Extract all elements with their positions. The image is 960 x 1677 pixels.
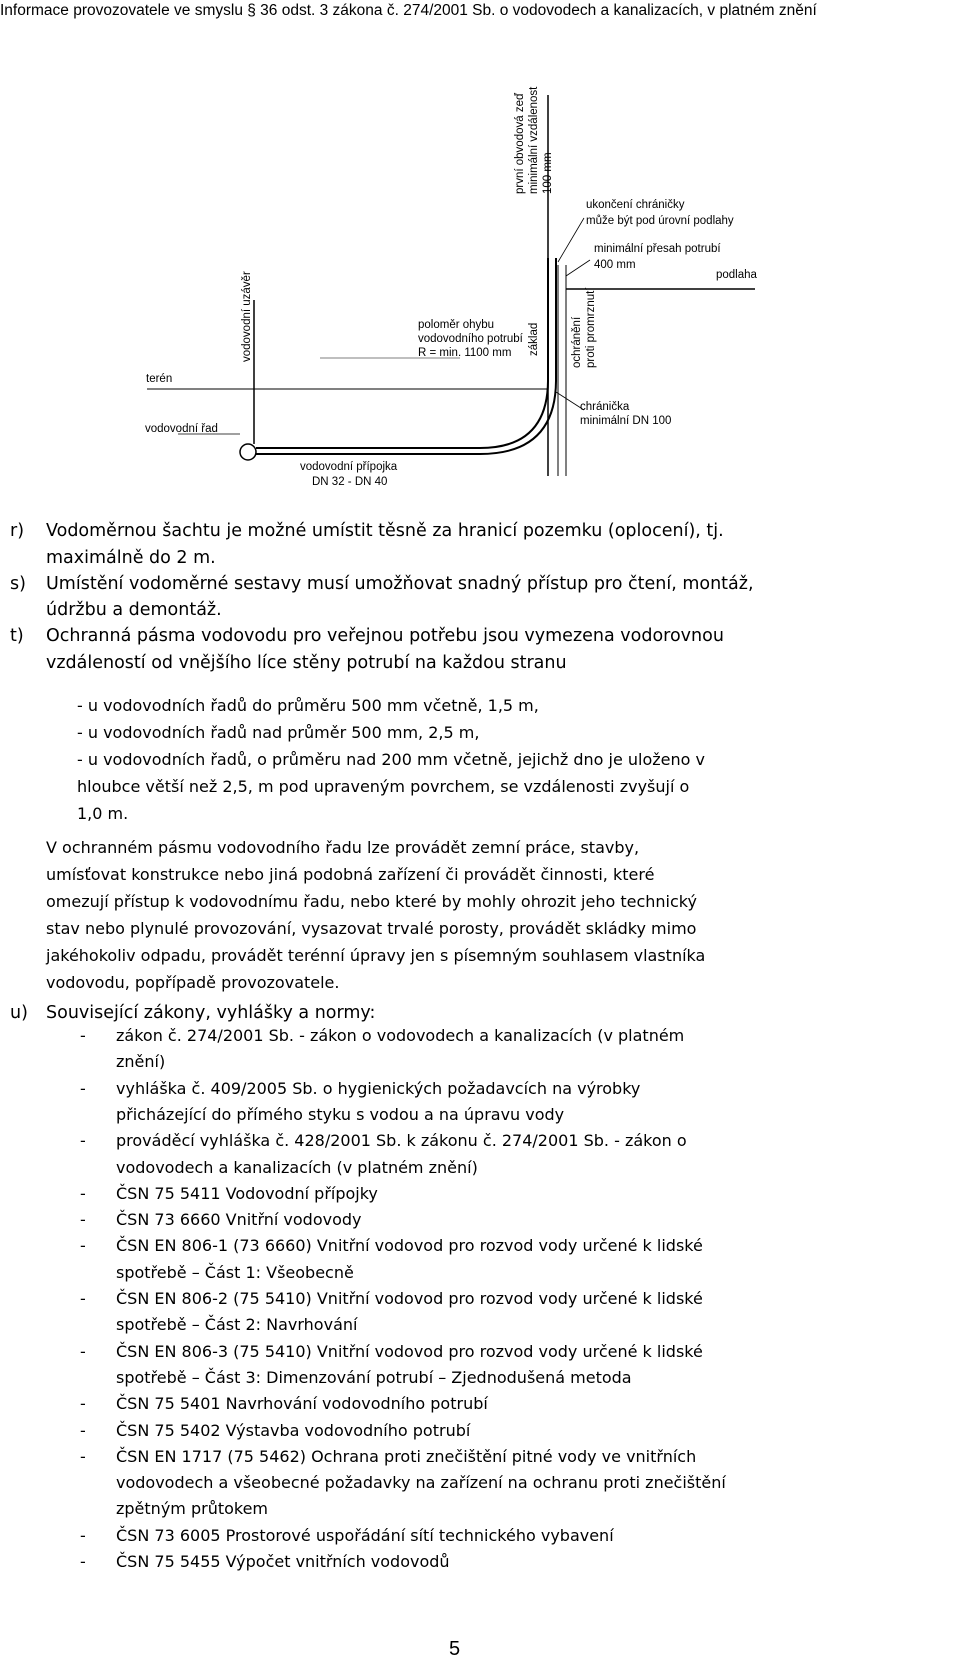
reference-item-line2: přicházející do přímého styku s vodou a na úpravu vody [116, 1104, 565, 1124]
item-r-line1: Vodoměrnou šachtu je možné umístit těsně za hranicí pozemku (oplocení), tj. [46, 521, 724, 541]
overlap-label-2: 400 mm [594, 259, 636, 271]
reference-dash: - [80, 1289, 86, 1308]
reference-item-line2: znění) [116, 1052, 166, 1072]
valve-label: vodovodní uzávěr [241, 271, 253, 362]
terrain-label: terén [146, 373, 173, 385]
reference-dash: - [80, 1236, 86, 1256]
item-t-line1: Ochranná pásma vodovodu pro veřejnou potřebu jsou vymezena vodorovnou [46, 626, 724, 646]
reference-dash: - [80, 1394, 86, 1414]
protection-para-line3: omezují přístup k vodovodnímu řadu, nebo které by mohly ohrozit jeho technický [46, 892, 697, 911]
reference-item-line1: ČSN EN 1717 (75 5462) Ochrana proti znečištění pitné vody ve vnitřních [116, 1446, 697, 1466]
min-distance-value: 100 mm [542, 152, 554, 194]
reference-item-line1: ČSN 73 6660 Vnitřní vodovody [116, 1210, 362, 1230]
reference-item-line2: spotřebě – Část 1: Všeobecně [116, 1262, 354, 1282]
item-u-mark: u) [10, 1003, 28, 1023]
sleeve-label-1: chránička [580, 401, 630, 413]
min-distance-label: minimální vzdálenost [528, 86, 540, 194]
bend-label-1: poloměr ohybu [418, 319, 495, 331]
reference-item-line1: ČSN 75 5455 Výpočet vnitřních vodovodů [116, 1552, 450, 1571]
reference-dash: - [80, 1420, 86, 1440]
reference-item-line2: vodovodech a kanalizacích (v platném znění) [116, 1157, 478, 1177]
reference-item-line1: ČSN 75 5401 Navrhování vodovodního potrubí [116, 1394, 488, 1414]
reference-item-line3: zpětným průtokem [116, 1499, 269, 1519]
reference-item-line2: vodovodech a všeobecné požadavky na zařízení na ochranu proti znečištění [116, 1473, 726, 1493]
item-t-bullet-2: - u vodovodních řadů nad průměr 500 mm, 2,5 m, [77, 723, 480, 742]
wall-label: první obvodová zeď [514, 92, 526, 194]
reference-item-line2: spotřebě – Část 3: Dimenzování potrubí – Zjednodušená metoda [116, 1367, 632, 1387]
connection-label-1: vodovodní přípojka [300, 461, 398, 473]
sleeve-end-label-2: může být pod úrovní podlahy [586, 215, 734, 227]
reference-item-line1: ČSN EN 806-3 (75 5410) Vnitřní vodovod pro rozvod vody určené k lidské [116, 1341, 703, 1361]
item-t-mark: t) [10, 626, 24, 646]
reference-dash: - [80, 1446, 86, 1466]
page-header: Informace provozovatele ve smyslu § 36 odst. 3 zákona č. 274/2001 Sb. o vodovodech a kanalizacích, v platném znění [0, 2, 817, 19]
base-label: základ [528, 322, 540, 356]
reference-item-line1: ČSN EN 806-1 (73 6660) Vnitřní vodovod pro rozvod vody určené k lidské [116, 1236, 703, 1256]
item-s-line2: údržbu a demontáž. [46, 600, 222, 620]
bend-label-3: R = min. 1100 mm [418, 347, 512, 359]
sleeve-label-2: minimální DN 100 [580, 415, 672, 427]
reference-dash: - [80, 1341, 86, 1361]
bend-label-2: vodovodního potrubí [418, 333, 523, 345]
item-u-title: Související zákony, vyhlášky a normy: [46, 1003, 376, 1023]
reference-dash: - [80, 1210, 86, 1230]
page-number: 5 [449, 1638, 461, 1660]
protection-label-2: proti promrznutí [585, 287, 597, 368]
item-t-bullet-3-line3: 1,0 m. [77, 804, 129, 823]
connection-label-2: DN 32 - DN 40 [312, 476, 388, 488]
reference-item-line2: spotřebě – Část 2: Navrhování [116, 1315, 358, 1335]
item-t-bullet-3-line1: - u vodovodních řadů, o průměru nad 200 mm včetně, jejichž dno je uloženo v [77, 750, 706, 769]
protection-label-1: ochránění [571, 316, 583, 368]
reference-dash: - [80, 1525, 86, 1545]
item-s-mark: s) [10, 574, 26, 594]
protection-para-line2: umísťovat konstrukce nebo jiná podobná zařízení či provádět činnosti, které [46, 865, 655, 884]
protection-para-line6: vodovodu, popřípadě provozovatele. [46, 973, 340, 992]
water-connection-diagram [0, 0, 960, 500]
reference-item-line1: vyhláška č. 409/2005 Sb. o hygienických požadavcích na výrobky [116, 1078, 641, 1098]
sleeve-end-label-1: ukončení chráničky [586, 199, 685, 211]
item-t-bullet-1: - u vodovodních řadů do průměru 500 mm včetně, 1,5 m, [77, 696, 539, 715]
overlap-label-1: minimální přesah potrubí [594, 243, 721, 255]
item-t-line2: vzdáleností od vnějšího líce stěny potrubí na každou stranu [46, 653, 567, 673]
floor-label: podlaha [716, 269, 757, 281]
reference-dash: - [80, 1131, 86, 1151]
reference-item-line1: prováděcí vyhláška č. 428/2001 Sb. k zákonu č. 274/2001 Sb. - zákon o [116, 1131, 687, 1151]
item-r-line2: maximálně do 2 m. [46, 548, 216, 568]
reference-dash: - [80, 1552, 86, 1571]
reference-dash: - [80, 1026, 86, 1045]
reference-item-line1: ČSN EN 806-2 (75 5410) Vnitřní vodovod pro rozvod vody určené k lidské [116, 1289, 703, 1308]
protection-para-line1: V ochranném pásmu vodovodního řadu lze provádět zemní práce, stavby, [46, 838, 640, 857]
reference-item-line1: ČSN 73 6005 Prostorové uspořádání sítí technického vybavení [116, 1525, 614, 1545]
main-pipe-label: vodovodní řad [145, 423, 218, 435]
reference-item-line1: zákon č. 274/2001 Sb. - zákon o vodovodech a kanalizacích (v platném [116, 1026, 685, 1045]
item-r-mark: r) [10, 521, 25, 541]
reference-dash: - [80, 1183, 86, 1203]
reference-item-line1: ČSN 75 5402 Výstavba vodovodního potrubí [116, 1420, 471, 1440]
protection-para-line4: stav nebo plynulé provozování, vysazovat trvalé porosty, provádět skládky mimo [46, 919, 697, 938]
protection-para-line5: jakéhokoliv odpadu, provádět terénní úpravy jen s písemným souhlasem vlastníka [46, 946, 706, 965]
reference-dash: - [80, 1078, 86, 1098]
item-t-bullet-3-line2: hloubce větší než 2,5, m pod upraveným povrchem, se vzdálenosti zvyšují o [77, 777, 690, 796]
reference-item-line1: ČSN 75 5411 Vodovodní přípojky [116, 1183, 378, 1203]
item-s-line1: Umístění vodoměrné sestavy musí umožňovat snadný přístup pro čtení, montáž, [46, 574, 754, 594]
